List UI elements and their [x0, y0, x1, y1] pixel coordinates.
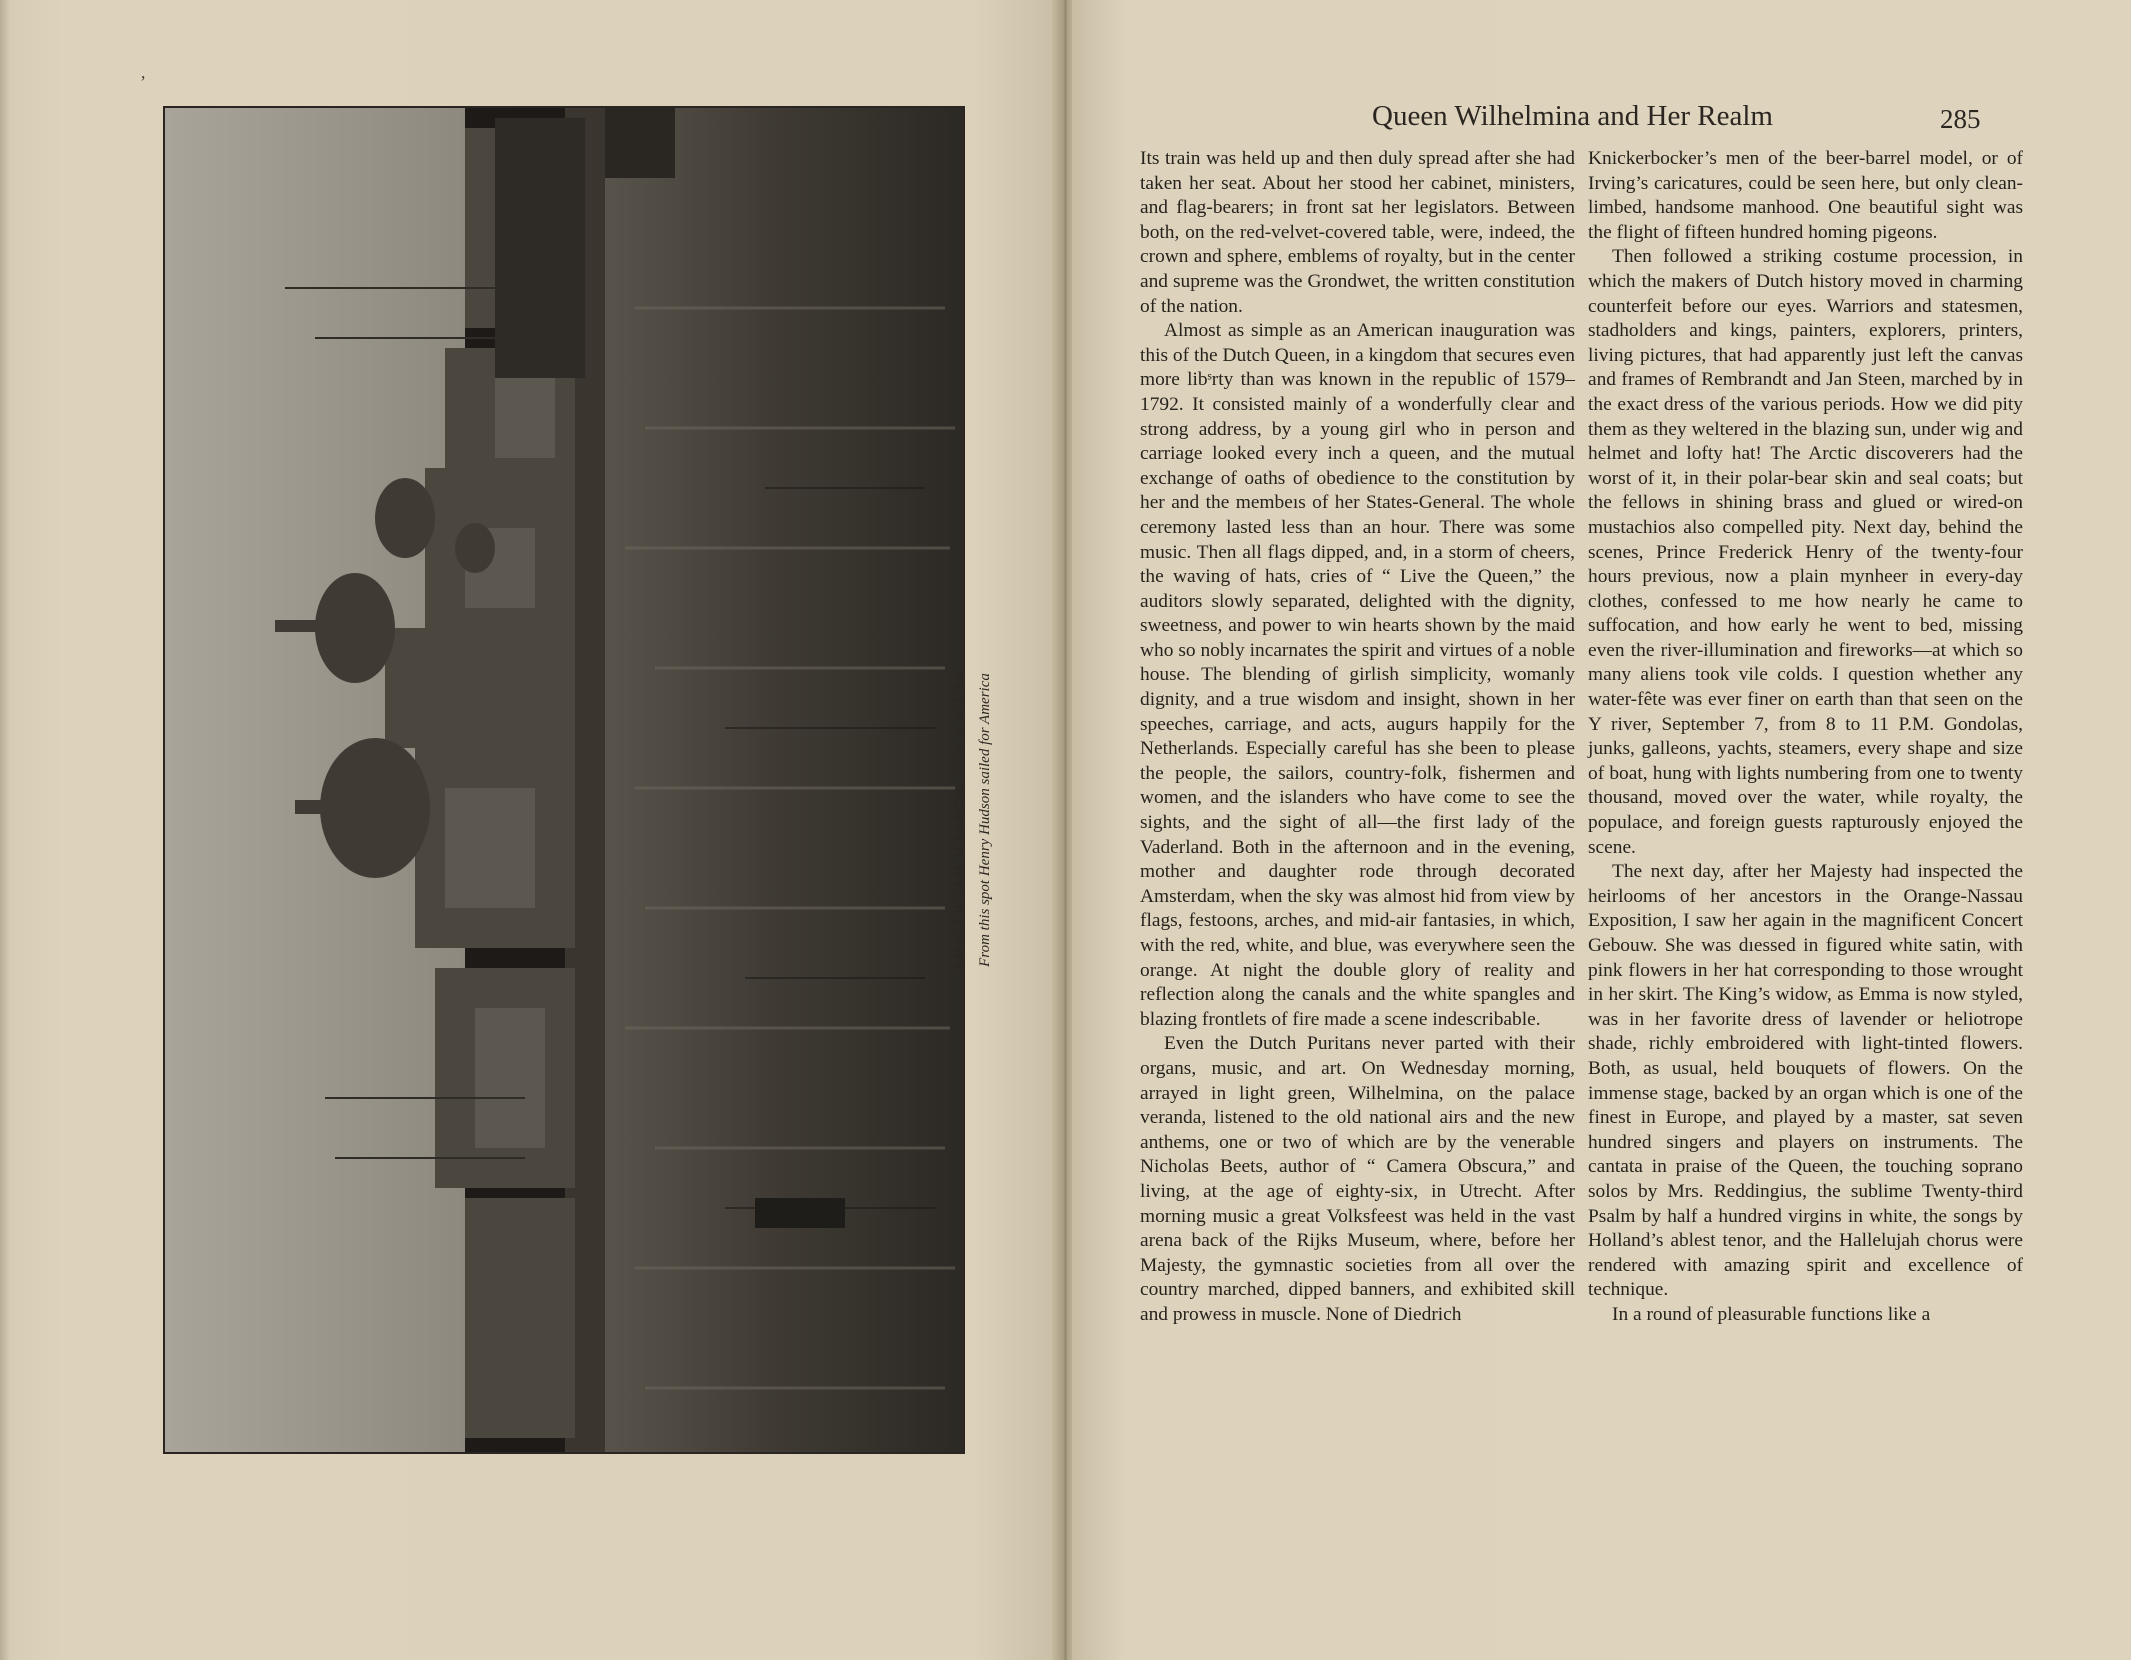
paragraph: Almost as simple as an American inauguration was this of the Dutch Queen, in a kingdom that secures even more libˢrty than was known in the republic of 1579–1792. It consisted mainly of a wonderfully clear and strong address, by a young girl who in person and carriage looked every inch a queen, and the mutual exchange of oaths of obedience to the constitution by her and the membeıs of her States-General. The whole ceremony lasted less than an hour. There was some music. Then all flags dipped, and, in a storm of cheers, the waving of hats, cries of “ Live the Queen,” the auditors slowly separated, delighted with the dignity, sweetness, and power to win hearts shown by the maid who so nobly incarnates the spirit and virtues of a noble house. The blending of girlish simplicity, womanly dignity, and a true wisdom and insight, shown in her speeches, carriage, and acts, augurs happily for the Netherlands. Especially careful has she been to please the people, the sailors, country-folk, fishermen and women, and the islanders who have come to see the sights, and the sight of all—the first lady of the Vaderland. Both in the afternoon and in the evening, mother and daughter rode through decorated Amsterdam, when the sky was almost hid from view by flags, festoons, arches, and mid-air fantasies, in which, with the red, white, and blue, was everywhere seen the orange. At night the double glory of reality and reflection along the canals and the white spangles and blazing frontlets of fire made a scene indescribable. [1140, 320, 1575, 1030]
left-page [0, 0, 1058, 1660]
stray-mark: ’ [140, 72, 146, 92]
amsterdam-harbor-photograph [163, 106, 965, 1454]
harbor-photo-image [165, 108, 963, 1452]
text-column-left [1140, 147, 1575, 1328]
caption-subtitle: From this spot Henry Hudson sailed for America [977, 673, 993, 967]
paragraph: Then followed a striking costume procession, in which the makers of Dutch history moved in charming counterfeit before our eyes. Warriors and statesmen, stadholders and kings, painters, explorers, printers, living pictures, that had apparently just left the canvas and frames of Rembrandt and Jan Steen, marched by in the exact dress of the various periods. How we did pity them as they weltered in the blazing sun, under wig and helmet and lofty hat! The Arctic discoverers had the worst of it, in their polar-bear skin and seal coats; but the fellows in shining brass and glued or wired-on mustachios also compelled pity. Next day, behind the scenes, Prince Frederick Henry of the twenty-four hours previous, now a plain mynheer in every-day clothes, confessed to me how nearly he came to suffocation, and how early he went to bed, missing even the river-illumination and fireworks—at which so many aliens took vile colds. I question whether any water-fête was ever finer on earth than that seen on the Y river, September 7, from 8 to 11 P.M. Gondolas, junks, galleons, yachts, steamers, every shape and size of boat, hung with lights numbering from one to twenty thousand, moved over the water, while royalty, the populace, and foreign guests rapturously enjoyed the scene. [1588, 246, 2023, 858]
page-edge [0, 0, 10, 1660]
page-number: 285 [1940, 104, 1981, 134]
photo-caption [948, 620, 1018, 1020]
paragraph: In a round of pleasurable functions like a [1612, 1303, 1931, 1325]
paragraph: Knickerbocker’s men of the beer-barrel model, or of Irving’s caricatures, could be seen here, but only clean-limbed, handsome manhood. One beautiful sight was the flight of fifteen hundred homing pigeons. [1588, 148, 2023, 243]
paragraph: The next day, after her Majesty had inspected the heirlooms of her ancestors in the Orange-Nassau Exposition, I saw her again in the magnificent Concert Gebouw. She was dıessed in figured white satin, with pink flowers in her hat corresponding to those wrought in her skirt. The King’s widow, as Emma is now styled, was in her favorite dress of lavender or heliotrope shade, richly embroidered with light-tinted flowers. Both, as usual, held bouquets of flowers. On the immense stage, backed by an organ which is one of the finest in Europe, and played by a master, sat seven hundred singers and players on instruments. The cantata in praise of the Queen, the touching soprano solos by Mrs. Reddingius, the sublime Twenty-third Psalm by half a hundred virgins in white, the songs by Holland’s ablest tenor, and the Hallelujah chorus were rendered with amazing spirit and excellence of technique. [1588, 861, 2023, 1301]
paragraph: Its train was held up and then duly spread after she had taken her seat. About her stood her cabinet, ministers, and flag-bearers; in front sat her legislators. Between both, on the red-velvet-covered table, were, indeed, the crown and sphere, emblems of royalty, but in the center and supreme was the Grondwet, the written constitution of the nation. [1140, 148, 1575, 317]
text-column-right [1588, 147, 2023, 1328]
running-head: Queen Wilhelmina and Her Realm [1372, 100, 1773, 132]
caption-title: AMSTERDAM HARBOR. THE Y RIVER [952, 667, 968, 973]
paragraph: Even the Dutch Puritans never parted with their organs, music, and art. On Wednesday morning, arrayed in light green, Wilhelmina, on the palace veranda, listened to the old national airs and the new anthems, one or two of which are by the venerable Nicholas Beets, author of “ Camera Obscura,” and living, at the age of eighty-six, in Utrecht. After morning music a great Volksfeest was held in the vast arena back of the Rijks Museum, where, before her Majesty, the gymnastic societies from all over the country marched, dipped banners, and exhibited skill and prowess in muscle. None of Diedrich [1140, 1033, 1575, 1325]
